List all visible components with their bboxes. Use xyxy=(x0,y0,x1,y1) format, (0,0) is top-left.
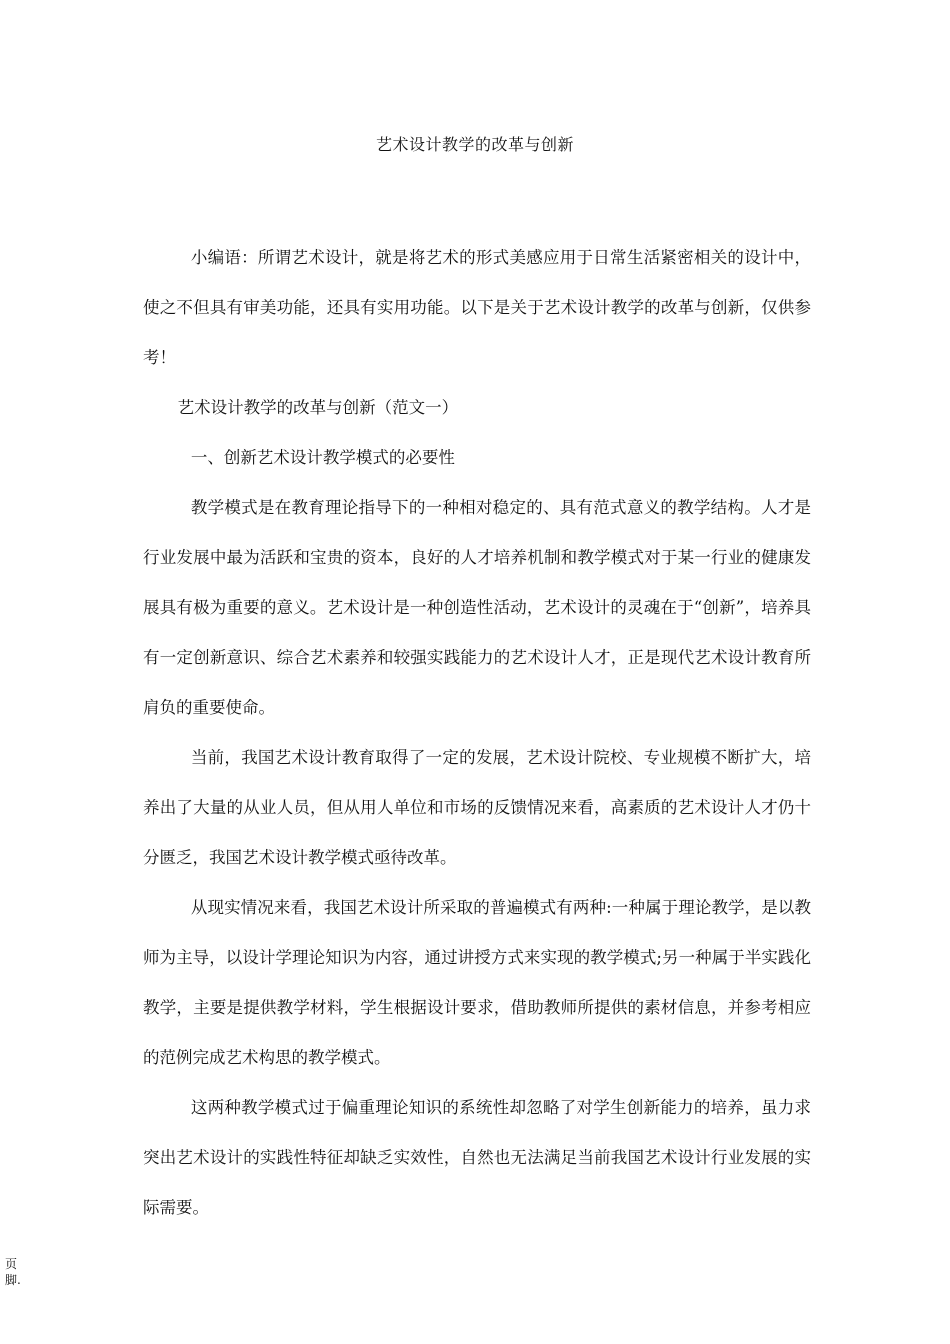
paragraph: 教学模式是在教育理论指导下的一种相对稳定的、具有范式意义的教学结构。人才是行业发展中最为活跃和宝贵的资本，良好的人才培养机制和教学模式对于某一行业的健康发展具有极为重要的意义。艺术设计是一种创造性活动，艺术设计的灵魂在于“创新”，培养具有一定创新意识、综合艺术素养和较强实践能力的艺术设计人才，正是现代艺术设计教育所肩负的重要使命。 xyxy=(143,498,811,717)
paragraph: 当前，我国艺术设计教育取得了一定的发展，艺术设计院校、专业规模不断扩大，培养出了大量的从业人员，但从用人单位和市场的反馈情况来看，高素质的艺术设计人才仍十分匮乏，我国艺术设计教学模式亟待改革。 xyxy=(143,748,811,867)
paragraph-intro: 小编语：所谓艺术设计，就是将艺术的形式美感应用于日常生活紧密相关的设计中，使之不但具有审美功能，还具有实用功能。以下是关于艺术设计教学的改革与创新，仅供参考！ xyxy=(143,248,811,367)
page-footer: 页脚. xyxy=(5,1257,21,1287)
subsection-heading: 一、创新艺术设计教学模式的必要性 xyxy=(190,448,455,467)
section-heading: 艺术设计教学的改革与创新（范文一） xyxy=(177,398,459,417)
document-title: 艺术设计教学的改革与创新 xyxy=(375,135,574,154)
paragraph: 从现实情况来看，我国艺术设计所采取的普遍模式有两种:一种属于理论教学，是以教师为主导，以设计学理论知识为内容，通过讲授方式来实现的教学模式;另一种属于半实践化教学，主要是提供教学材料，学生根据设计要求，借助教师所提供的素材信息，并参考相应的范例完成艺术构思的教学模式。 xyxy=(143,898,811,1067)
paragraph: 这两种教学模式过于偏重理论知识的系统性却忽略了对学生创新能力的培养，虽力求突出艺术设计的实践性特征却缺乏实效性，自然也无法满足当前我国艺术设计行业发展的实际需要。 xyxy=(143,1098,811,1217)
document-body xyxy=(143,233,811,1233)
